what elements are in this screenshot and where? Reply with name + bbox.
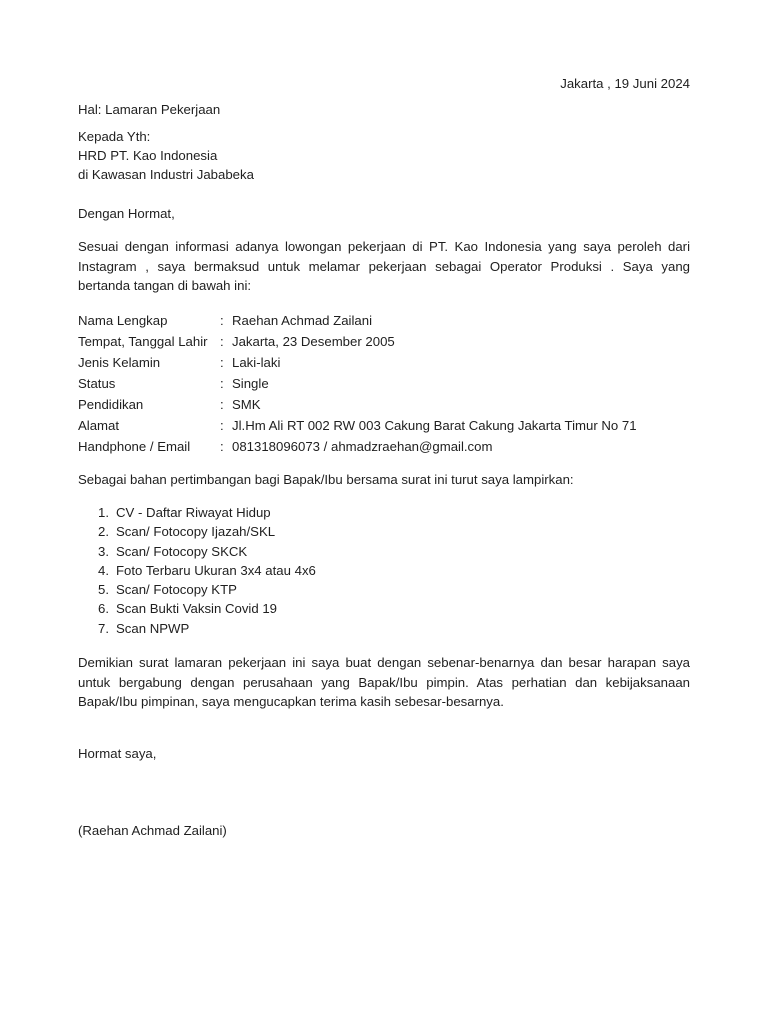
intro-line: Sesuai dengan informasi adanya lowongan pekerjaan di PT. Kao Indonesia yang saya peroleh dari (78, 239, 690, 254)
signoff: Hormat saya, (78, 746, 157, 761)
info-separator: : (220, 313, 224, 328)
attachments-intro: Sebagai bahan pertimbangan bagi Bapak/Ibu bersama surat ini turut saya lampirkan: (78, 472, 574, 487)
intro-line: bertanda tangan di bawah ini: (78, 278, 252, 293)
info-row (78, 394, 637, 415)
list-item (98, 522, 316, 541)
applicant-info-table (78, 310, 637, 457)
list-item (98, 619, 316, 638)
list-text: CV - Daftar Riwayat Hidup (116, 505, 271, 520)
info-label: Tempat, Tanggal Lahir (78, 334, 208, 349)
info-separator: : (220, 334, 224, 349)
attachments-list (98, 503, 316, 638)
list-item (98, 599, 316, 618)
info-value: Jl.Hm Ali RT 002 RW 003 Cakung Barat Cakung Jakarta Timur No 71 (232, 418, 637, 433)
info-row (78, 310, 637, 331)
list-number: 4. (98, 562, 109, 578)
list-number: 3. (98, 543, 109, 559)
info-row (78, 415, 637, 436)
list-text: Scan NPWP (116, 620, 190, 636)
info-label: Jenis Kelamin (78, 355, 161, 370)
list-text: Scan/ Fotocopy KTP (116, 582, 237, 598)
info-label: Status (78, 376, 116, 391)
info-separator: : (220, 439, 224, 454)
list-number: 7. (98, 620, 109, 636)
info-value: SMK (232, 397, 261, 412)
list-number: 2. (98, 524, 109, 540)
info-separator: : (220, 376, 224, 391)
list-text: Foto Terbaru Ukuran 3x4 atau 4x6 (116, 562, 316, 578)
greeting: Dengan Hormat, (78, 206, 175, 221)
signature-name: (Raehan Achmad Zailani) (78, 823, 227, 838)
list-item (98, 580, 316, 599)
info-row (78, 331, 637, 352)
intro-line: Instagram , saya bermaksud untuk melamar pekerjaan sebagai Operator Produksi . Saya yang (78, 258, 690, 274)
letter-subject: Hal: Lamaran Pekerjaan (78, 102, 221, 117)
closing-line: Demikian surat lamaran pekerjaan ini saya buat dengan sebenar-benarnya dan besar harapan saya (78, 655, 690, 670)
info-label: Nama Lengkap (78, 313, 168, 328)
info-value: Single (232, 376, 269, 391)
info-separator: : (220, 397, 224, 412)
info-label: Handphone / Email (78, 439, 191, 454)
info-value: Jakarta, 23 Desember 2005 (232, 334, 395, 349)
list-text: Scan/ Fotocopy SKCK (116, 543, 248, 559)
list-number: 6. (98, 601, 109, 617)
letter-date: Jakarta , 19 Juni 2024 (560, 76, 690, 91)
list-number: 1. (98, 505, 109, 520)
recipient-line-1: Kepada Yth: (78, 129, 151, 144)
list-item (98, 542, 316, 561)
recipient-line-3: di Kawasan Industri Jababeka (78, 167, 254, 182)
info-separator: : (220, 418, 224, 433)
info-label: Pendidikan (78, 397, 144, 412)
closing-line: untuk bergabung dengan perusahaan yang Bapak/Ibu pimpin. Atas perhatian dan kebijaksanaan (78, 674, 690, 690)
info-value: Raehan Achmad Zailani (232, 313, 373, 328)
info-value: 081318096073 / ahmadzraehan@gmail.com (232, 439, 493, 454)
closing-paragraph (78, 653, 690, 712)
intro-paragraph (78, 237, 690, 296)
list-item (98, 561, 316, 580)
info-value: Laki-laki (232, 355, 281, 370)
info-separator: : (220, 355, 224, 370)
list-text: Scan/ Fotocopy Ijazah/SKL (116, 524, 276, 540)
list-item (98, 503, 316, 522)
info-row (78, 373, 637, 394)
info-row (78, 352, 637, 373)
recipient-line-2: HRD PT. Kao Indonesia (78, 148, 218, 163)
info-row (78, 436, 637, 457)
list-number: 5. (98, 582, 109, 598)
info-label: Alamat (78, 418, 120, 433)
list-text: Scan Bukti Vaksin Covid 19 (116, 601, 278, 617)
closing-line: Bapak/Ibu pimpinan, saya mengucapkan terima kasih sebesar-besarnya. (78, 694, 504, 709)
